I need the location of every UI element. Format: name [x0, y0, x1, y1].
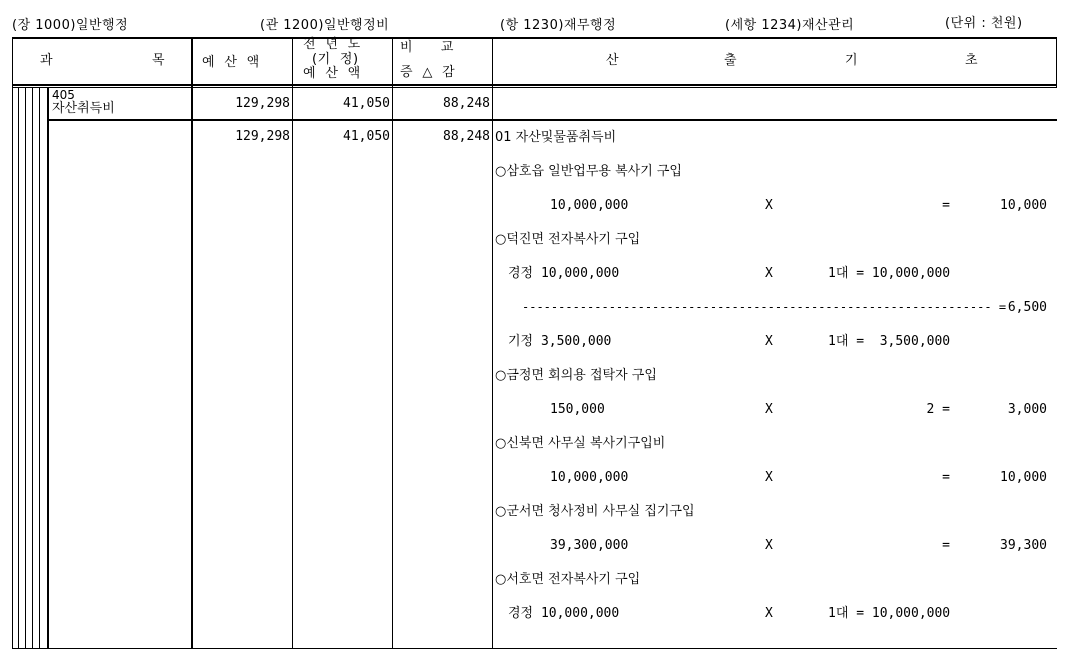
basis-item-title: ○금정면 회의용 접탁자 구입 — [495, 368, 657, 383]
basis-item-title: ○삼호읍 일반업무용 복사기 구입 — [495, 164, 682, 179]
subject-difference: 88,248 — [443, 96, 490, 111]
subject-name: 자산취득비 — [52, 101, 115, 116]
basis-header-4: 초 — [965, 53, 979, 68]
basis-result: 10,000 — [1000, 470, 1047, 485]
basis-prefixed-amount: 기정 3,500,000 — [508, 334, 612, 349]
basis-equals: 2 = — [926, 402, 950, 417]
subject-code: 405 — [52, 88, 75, 102]
chapter-label: (장 1000)일반행정 — [12, 18, 129, 33]
basis-amount: 39,300,000 — [550, 538, 629, 553]
basis-multiply-sign: X — [765, 470, 773, 485]
basis-result: 10,000 — [1000, 198, 1047, 213]
basis-equals: = — [942, 470, 950, 485]
comparison-header-1: 비 교 — [400, 40, 454, 55]
basis-quantity: 1대 = 3,500,000 — [828, 334, 951, 349]
basis-multiply-sign: X — [765, 334, 773, 349]
basis-item-title: ○군서면 청사정비 사무실 집기구입 — [495, 504, 695, 519]
subitem-label: (세항 1234)재산관리 — [725, 18, 855, 33]
basis-multiply-sign: X — [765, 266, 773, 281]
subject-prev-budget: 41,050 — [343, 96, 390, 111]
basis-multiply-sign: X — [765, 402, 773, 417]
basis-quantity: 1대 = 10,000,000 — [828, 266, 951, 281]
basis-quantity: 1대 = 10,000,000 — [828, 606, 951, 621]
basis-amount: 10,000,000 — [550, 470, 629, 485]
basis-amount: 10,000,000 — [550, 198, 629, 213]
subject-budget: 129,298 — [235, 96, 290, 111]
basis-multiply-sign: X — [765, 198, 773, 213]
basis-amount: 150,000 — [550, 402, 605, 417]
basis-equals: = — [942, 198, 950, 213]
basis-item-title: ○신북면 사무실 복사기구입비 — [495, 436, 666, 451]
basis-separator: ----------------------------------------------------------------- = — [522, 300, 1007, 314]
basis-prefixed-amount: 경정 10,000,000 — [508, 606, 620, 621]
comparison-header-2: 증 △ 감 — [400, 65, 456, 80]
detail-budget: 129,298 — [235, 129, 290, 144]
basis-multiply-sign: X — [765, 538, 773, 553]
prev-year-header-2: (기 정) — [312, 52, 359, 67]
subject-header-2: 목 — [152, 53, 166, 68]
budget-header: 예 산 액 — [202, 55, 260, 70]
detail-title: 01 자산및물품취득비 — [495, 130, 617, 145]
basis-prefixed-amount: 경정 10,000,000 — [508, 266, 620, 281]
detail-difference: 88,248 — [443, 129, 490, 144]
section-label: (관 1200)일반행정비 — [260, 18, 390, 33]
basis-item-title: ○덕진면 전자복사기 구입 — [495, 232, 641, 247]
detail-prev-budget: 41,050 — [343, 129, 390, 144]
basis-header-1: 산 — [606, 53, 620, 68]
prev-year-header-3: 예 산 액 — [303, 66, 361, 81]
basis-result: 3,000 — [1007, 402, 1047, 417]
basis-header-2: 출 — [724, 53, 738, 68]
subject-header: 과 — [40, 53, 54, 68]
basis-result: 39,300 — [1000, 538, 1047, 553]
basis-multiply-sign: X — [765, 606, 773, 621]
unit-label: (단위 : 천원) — [945, 16, 1023, 31]
basis-item-title: ○서호면 전자복사기 구입 — [495, 572, 641, 587]
prev-year-header-1: 전 년 도 — [303, 37, 361, 52]
basis-header-3: 기 — [845, 53, 859, 68]
basis-equals: = — [942, 538, 950, 553]
item-label: (항 1230)재무행정 — [500, 18, 617, 33]
basis-result: 6,500 — [1007, 300, 1047, 315]
